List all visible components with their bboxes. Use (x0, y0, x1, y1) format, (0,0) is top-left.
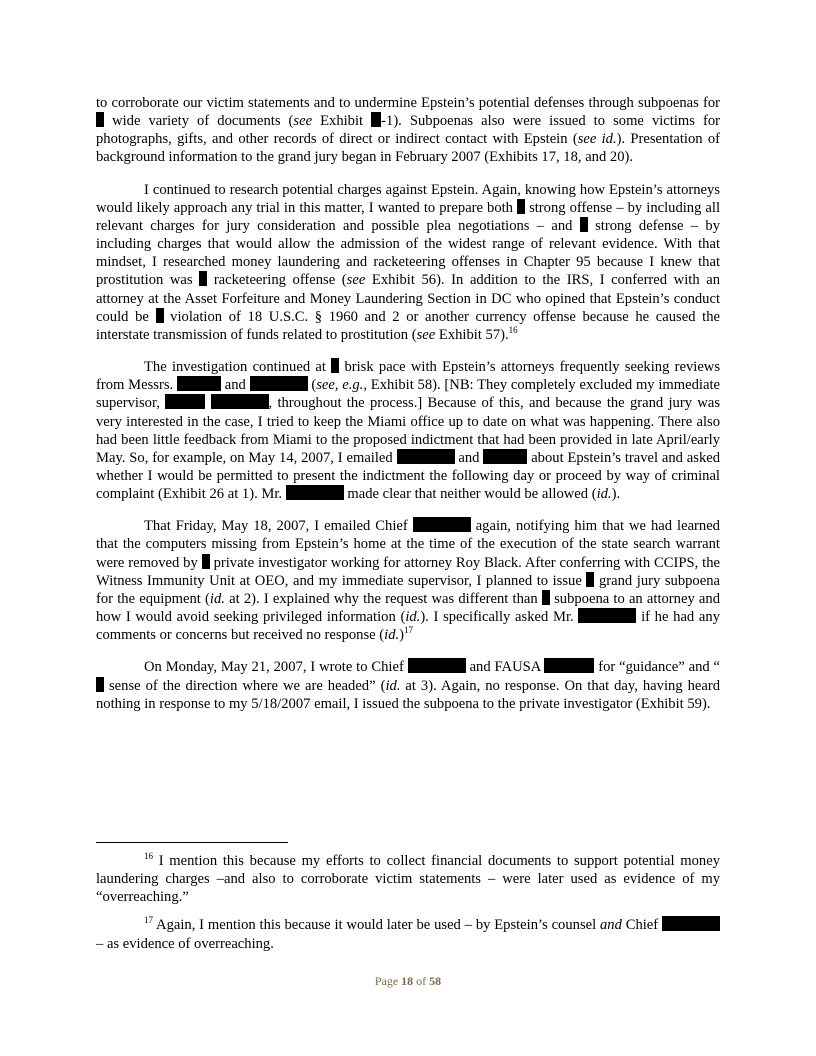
redaction-block (156, 308, 164, 323)
footnote-ref-16[interactable]: 16 (508, 325, 518, 336)
p4-text-f: subpoena to an attorney and how I would avoid seeking privileged information ( (96, 590, 721, 626)
paragraph-4 (96, 517, 720, 644)
footer-page-number: 18 (401, 974, 414, 988)
p5-text-d: sense of the direction where we are headed” ( (108, 677, 386, 694)
redaction-block (211, 394, 269, 409)
footnote-ref-17[interactable]: 17 (404, 625, 414, 636)
p4-em-h: id. (384, 627, 400, 644)
footer-of: of (413, 974, 430, 988)
p5-text-c: for “guidance” and “ (598, 659, 721, 676)
p2-text-f: violation of 18 U.S.C. § 1960 and 2 or another currency offense because he caused the interstate transmission of funds related to prostitution ( (96, 308, 720, 343)
p3-text-j: ). (611, 486, 621, 503)
p2-em-f: see (416, 326, 436, 343)
paragraph-5 (96, 658, 720, 712)
p2-text-c: strong defense – by including charges that would allow the admission of the widest range of relevant evidence. With that mindset, I researched money laundering and racketeering offenses in Chapter 95 because I knew that prostitution was (96, 217, 720, 289)
footnote-17-text-c: – as evidence of overreaching. (96, 935, 274, 952)
p2-text-g: Exhibit 57). (435, 326, 509, 343)
redaction-block (542, 590, 550, 605)
redaction-block (250, 376, 308, 391)
p4-em-f: id. (405, 609, 421, 626)
redaction-block (662, 916, 720, 931)
p5-em-d: id. (385, 677, 401, 694)
redaction-block (165, 394, 205, 409)
p1-em-b: see (293, 113, 313, 130)
footnote-16 (96, 852, 720, 906)
footnote-number: 16 (144, 851, 153, 862)
p2-text-e: Exhibit 56). In addition to the IRS, I conferred with an attorney at the Asset Forfeiture and Money Laundering Section in DC who opined that Epstein’s conduct could be (96, 272, 720, 325)
footnote-17-em: and (600, 917, 622, 934)
page-footer (0, 974, 816, 989)
redaction-block (544, 658, 594, 673)
redaction-block (483, 449, 527, 464)
footnote-17 (96, 916, 720, 952)
redaction-block (580, 217, 588, 232)
p4-text-h: if he had any comments or concerns but received no response ( (96, 609, 720, 644)
footer-prefix: Page (374, 974, 402, 988)
p3-em-d: see, e.g. (316, 377, 364, 394)
p2-text-d: racketeering offense ( (213, 272, 347, 289)
p1-text-c: Exhibit (312, 113, 364, 130)
redaction-block (517, 199, 525, 214)
footnotes (96, 852, 720, 963)
p3-text-b: brisk pace with Epstein’s attorneys frequently seeking reviews from Messrs. (96, 359, 721, 394)
p3-text-f: , throughout the process.] Because of this, and because the grand jury was very interested in the case, I tried to keep the Miami office up to date on what was happening. There also had been little feedback from Miami to the proposed indictment that had been provided in late April/early May. So, for example, on May 14, 2007, I emailed (96, 395, 720, 466)
paragraph-2 (96, 181, 720, 344)
p1-text-b: wide variety of documents ( (112, 113, 294, 130)
p3-text-d: ( (311, 377, 317, 394)
redaction-block (331, 358, 339, 373)
p3-em-i: id. (596, 486, 612, 503)
p1-text-e: ). Presentation of background information to the grand jury began in February 2007 (Exhibits 17, 18, and 20). (96, 131, 721, 166)
p4-text-g: ). I specifically asked Mr. (420, 609, 574, 626)
footnote-17-text-b: Chief (621, 917, 659, 934)
p5-text-e: at 3). Again, no response. On that day, having heard nothing in response to my 5/18/2007 email, I issued the subpoena to the private investigator (Exhibit 59). (96, 677, 720, 712)
redaction-block (286, 485, 344, 500)
p3-text-a: The investigation continued at (144, 359, 326, 376)
redaction-block (408, 658, 466, 673)
p5-text-a: On Monday, May 21, 2007, I wrote to Chief (144, 659, 404, 676)
p1-em-d: see id. (577, 131, 617, 148)
p5-text-b: and FAUSA (469, 659, 541, 676)
p4-text-d: grand jury subpoena for the equipment ( (96, 572, 720, 607)
p2-text-a: I continued to research potential charges against Epstein. Again, knowing how Epstein’s attorneys would likely approach any trial in this matter, I wanted to prepare both (96, 181, 720, 216)
footnote-number: 17 (144, 915, 153, 926)
redaction-block (586, 572, 594, 587)
p3-text-e: , Exhibit 58). [NB: They completely excluded my immediate supervisor, (96, 377, 720, 412)
redaction-block (202, 554, 210, 569)
redaction-block (397, 449, 455, 464)
redaction-block (371, 112, 381, 127)
p2-em-d: see (346, 272, 366, 289)
p4-text-i: ) (399, 627, 405, 644)
body-text (96, 94, 720, 727)
paragraph-3 (96, 358, 720, 503)
p3-text-i: made clear that neither would be allowed ( (347, 486, 597, 503)
footnote-16-text: I mention this because my efforts to collect financial documents to support potential money laundering charges –and also to corroborate victim statements – were later used as evidence of my “overreaching.” (96, 853, 720, 906)
p3-text-h: about Epstein’s travel and asked whether I would be permitted to present the indictment the following day or proceed by way of criminal complaint (Exhibit 26 at 1). Mr. (96, 449, 721, 503)
p1-text-d: -1). Subpoenas also were issued to some victims for photographs, gifts, and other records of direct or indirect contact with Epstein ( (96, 113, 720, 148)
footnote-separator (96, 842, 288, 843)
redaction-block (413, 517, 471, 532)
p4-text-c: private investigator working for attorney Roy Black. After conferring with CCIPS, the Witness Immunity Unit at OEO, and my immediate supervisor, I planned to issue (96, 554, 720, 589)
footer-total-pages: 58 (429, 974, 442, 988)
p4-text-b: again, notifying him that we had learned that the computers missing from Epstein’s home at the time of the execution of the state search warrant were removed by (96, 518, 720, 571)
p4-text-a: That Friday, May 18, 2007, I emailed Chief (144, 518, 408, 535)
footnote-17-text-a: Again, I mention this because it would later be used – by Epstein’s counsel (153, 917, 600, 934)
redaction-block (177, 376, 221, 391)
redaction-block (96, 112, 104, 127)
redaction-block (199, 271, 207, 286)
p1-text-a: to corroborate our victim statements and to undermine Epstein’s potential defenses through subpoenas for (96, 95, 720, 111)
p3-text-g: and (458, 449, 480, 466)
paragraph-1 (96, 94, 720, 167)
p4-text-e: at 2). I explained why the request was different than (224, 590, 538, 607)
redaction-block (96, 677, 104, 692)
redaction-block (578, 608, 636, 623)
p2-text-b: strong offense – by including all relevant charges for jury consideration and possible plea negotiations – and (96, 199, 721, 234)
p4-em-d: id. (209, 590, 225, 607)
p3-text-c: and (224, 377, 246, 394)
